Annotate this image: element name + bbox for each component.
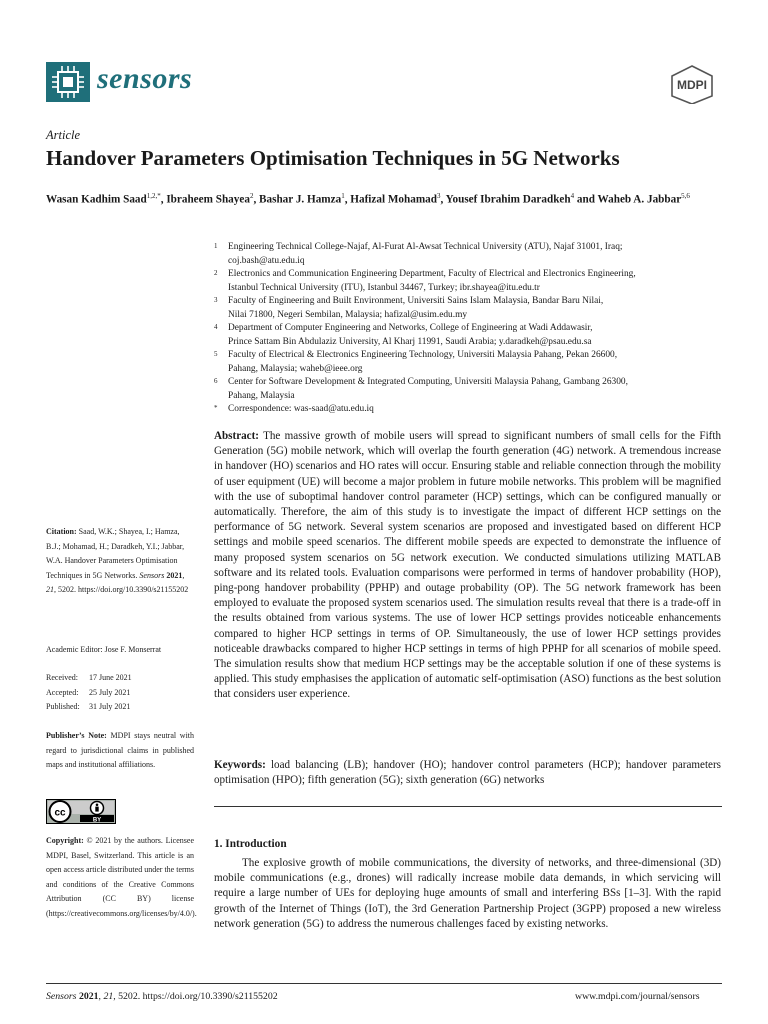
paper-title: Handover Parameters Optimisation Techniques in 5G Networks	[46, 146, 620, 170]
journal-logo-icon	[46, 62, 90, 102]
affiliation-number: 3	[214, 296, 218, 304]
author-separator: ,	[440, 193, 446, 206]
affiliation-line: Istanbul Technical University (ITU), Istanbul 34467, Turkey; ibr.shayea@itu.edu.tr	[228, 282, 540, 293]
affiliation-line: Pahang, Malaysia; waheb@ieee.org	[228, 363, 363, 374]
cc-by-license-icon[interactable]	[46, 799, 116, 824]
section-heading: 1. Introduction	[214, 838, 287, 850]
affiliation-item	[214, 376, 734, 403]
journal-name: sensors	[97, 62, 193, 95]
affiliation-line: Faculty of Engineering and Built Environment, Universiti Sains Islam Malaysia, Bandar Baru Nilai,	[228, 296, 604, 306]
affiliation-number: 1	[214, 242, 218, 250]
footer-year: 2021	[78, 991, 99, 1002]
mdpi-logo	[666, 64, 718, 104]
cc-badge-text: BY	[92, 817, 102, 824]
author-affiliation-marker: 2	[249, 192, 254, 200]
affiliation-number: *	[214, 404, 218, 412]
introduction-text: The explosive growth of mobile communications, the diversity of networks, and three-dimensional (3D) mobile communications (e.g., drones) will radically increase mobile data demands, in which servicing will require a large number of UEs for deploying huge amounts of small and interfering BSs [1–3]. With the rapid growth of the Internet of Things (IoT), the 3rd Generation Partnership Project (3GPP) proposed a new wireless network generation (5G) to address the numerous challenges faced by existing networks.	[214, 857, 721, 930]
publication-dates	[46, 671, 194, 715]
copyright-block	[46, 834, 197, 922]
publisher-note-text: MDPI stays neutral with regard to jurisdictional claims in published maps and institutional affiliations.	[46, 731, 195, 770]
author-name: Bashar J. Hamza	[259, 193, 342, 206]
affiliation-line: Correspondence: was-saad@atu.edu.iq	[228, 404, 374, 414]
affiliation-item	[214, 268, 734, 295]
citation-doi[interactable]: , 5202. https://doi.org/10.3390/s21155202	[54, 585, 189, 595]
affiliation-number: 2	[214, 269, 218, 277]
date-label: Accepted:	[46, 687, 79, 697]
article-type: Article	[46, 128, 81, 142]
affiliation-item	[214, 295, 734, 322]
footer-doi[interactable]: , 5202. https://doi.org/10.3390/s21155202	[113, 991, 278, 1002]
author-affiliation-marker: 4	[570, 192, 575, 200]
author-affiliation-marker: 3	[436, 192, 441, 200]
author-affiliation-marker: 1,2,*	[146, 192, 161, 200]
author-affiliation-marker: 5,6	[681, 192, 690, 200]
keywords-label: Keywords:	[214, 759, 266, 771]
date-row	[46, 686, 194, 701]
affiliation-item	[214, 241, 734, 268]
author-name: Yousef Ibrahim Daradkeh	[445, 193, 571, 206]
date-row	[46, 671, 194, 686]
keywords	[214, 758, 721, 788]
author-name: Wasan Kadhim Saad	[46, 193, 147, 206]
copyright-label: Copyright:	[46, 836, 84, 845]
citation-text: Saad, W.K.; Shayea, I.; Hamza, B.J.; Mohamad, H.; Daradkeh, Y.I.; Jabbar, W.A. Handover Parameters Optimisation Techniques in 5G Networks.	[46, 527, 185, 580]
affiliation-item	[214, 322, 734, 349]
date-row	[46, 700, 194, 715]
affiliations	[214, 241, 734, 417]
footer-journal-url[interactable]: www.mdpi.com/journal/sensors	[575, 991, 700, 1002]
date-label: Received:	[46, 673, 78, 682]
citation-journal: Sensors	[139, 570, 165, 580]
citation-label: Citation:	[46, 527, 77, 536]
date-label: Published:	[46, 702, 80, 712]
footer-divider	[46, 983, 722, 984]
copyright-text: © 2021 by the authors. Licensee MDPI, Basel, Switzerland. This article is an open access article distributed under the terms and conditions of the Creative Commons Attribution (CC BY) license (https://creativecommons.org/licenses/by/4.0/).	[46, 836, 197, 918]
author-affiliation-marker: 1	[341, 192, 345, 200]
affiliation-item	[214, 349, 734, 376]
affiliation-item	[214, 403, 734, 417]
author-separator: ,	[344, 193, 351, 206]
affiliation-line: Electronics and Communication Engineering Department, Faculty of Electrical and Electronics Engineering,	[228, 269, 636, 279]
author-name: and Waheb A. Jabbar	[576, 193, 682, 206]
affiliation-line: coj.bash@atu.edu.iq	[228, 255, 305, 266]
date-value: 17 June 2021	[89, 673, 132, 682]
introduction-paragraph	[214, 856, 721, 932]
affiliation-line: Engineering Technical College-Najaf, Al-Furat Al-Awsat Technical University (ATU), Najaf 31001, Iraq;	[228, 242, 623, 252]
affiliation-line: Department of Computer Engineering and Networks, College of Engineering at Wadi Addawasir,	[228, 323, 593, 333]
affiliation-line: Center for Software Development & Integrated Computing, Universiti Malaysia Pahang, Gambang 26300,	[228, 377, 628, 387]
section-divider	[214, 806, 722, 807]
svg-text:cc: cc	[54, 807, 66, 819]
academic-editor: Academic Editor: Jose F. Monserrat	[46, 645, 162, 654]
affiliation-number: 6	[214, 377, 218, 385]
author-separator: ,	[253, 193, 260, 206]
author-name: Hafizal Mohamad	[350, 193, 437, 206]
affiliation-number: 5	[214, 350, 218, 358]
keywords-text: load balancing (LB); handover (HO); handover control parameters (HCP); handover parameters optimisation (HPO); fifth generation (5G); sixth generation (6G) networks	[214, 759, 721, 787]
publisher-note	[46, 729, 194, 773]
affiliation-line: Pahang, Malaysia	[228, 390, 295, 401]
affiliation-number: 4	[214, 323, 218, 331]
citation-block: Citation: Saad, W.K.; Shayea, I.; Hamza, B.J.; Mohamad, H.; Daradkeh, Y.I.; Jabbar, W.A. Handover Parameters Optimisation Techniques in 5G Networks. Sensors 2021, 21, 5202. https://doi.org/10.3390/s21155202	[46, 527, 189, 595]
citation-volume: 21	[46, 585, 54, 595]
affiliation-line: Nilai 71800, Negeri Sembilan, Malaysia; hafizal@usim.edu.my	[228, 309, 468, 320]
abstract	[214, 429, 721, 703]
author-name: Ibraheem Shayea	[166, 193, 250, 206]
citation-year: 2021	[166, 570, 183, 580]
author-list	[46, 187, 736, 209]
footer-citation: Sensors 2021, 21, 5202. https://doi.org/10.3390/s21155202	[46, 991, 278, 1002]
affiliation-line: Faculty of Electrical & Electronics Engineering Technology, Universiti Malaysia Pahang, Pekan 26600,	[228, 350, 618, 360]
abstract-text: The massive growth of mobile users will spread to significant numbers of small cells for the Fifth Generation (5G) mobile network, which will overlap the fourth generation (4G) network. A tremendous increase in handover (HO) scenarios and HO rates will occur. Ensuring stable and reliable connection through the mobility of user equipment (UE) will become a major problem in future mobile networks. This problem will be magnified with the use of suboptimal handover control parameter (HCP) settings, which can be configured manually or automatically. Therefore, the aim of this study is to investigate the impact of different HCP settings on the performance of 5G network. Several system scenarios are proposed and investigated based on different HCP settings and mobile speed scenarios. The different mobile speeds are expected to demonstrate the influence of many proposed system scenarios on 5G network execution. We conducted simulations utilizing MATLAB software and its related tools. Evaluation comparisons were performed in terms of handover probability (HOP), ping-pong handover probability (PPHP) and outage probability (OP). The 5G network framework has been employed to evaluate the proposed system scenarios used. The simulation results reveal that there is a trade-off in the results obtained from various systems. The use of lower HCP settings provides noticeable enhancements compared to higher HCP settings in terms of OP. Simultaneously, the use of lower HCP settings provides noticeable drawbacks compared to higher HCP settings in terms of high PPHP for all scenarios of mobile speed. The simulation results show that medium HCP settings may be the acceptable solution if one of these systems is applied. This study emphasises the application of automatic self-optimisation (ASO) functions as the best solution that considers user experience.	[214, 430, 722, 701]
mdpi-logo-text: MDPI	[677, 78, 707, 92]
date-value: 31 July 2021	[89, 702, 131, 712]
publisher-note-label: Publisher’s Note:	[46, 731, 107, 740]
footer-journal: Sensors	[46, 991, 77, 1002]
footer-volume: 21	[103, 991, 114, 1002]
abstract-label: Abstract:	[214, 430, 259, 442]
date-value: 25 July 2021	[89, 687, 131, 697]
author-separator: ,	[160, 193, 167, 206]
affiliation-line: Prince Sattam Bin Abdulaziz University, Al Kharj 11991, Saudi Arabia; y.daradkeh@psau.edu.sa	[228, 336, 592, 347]
